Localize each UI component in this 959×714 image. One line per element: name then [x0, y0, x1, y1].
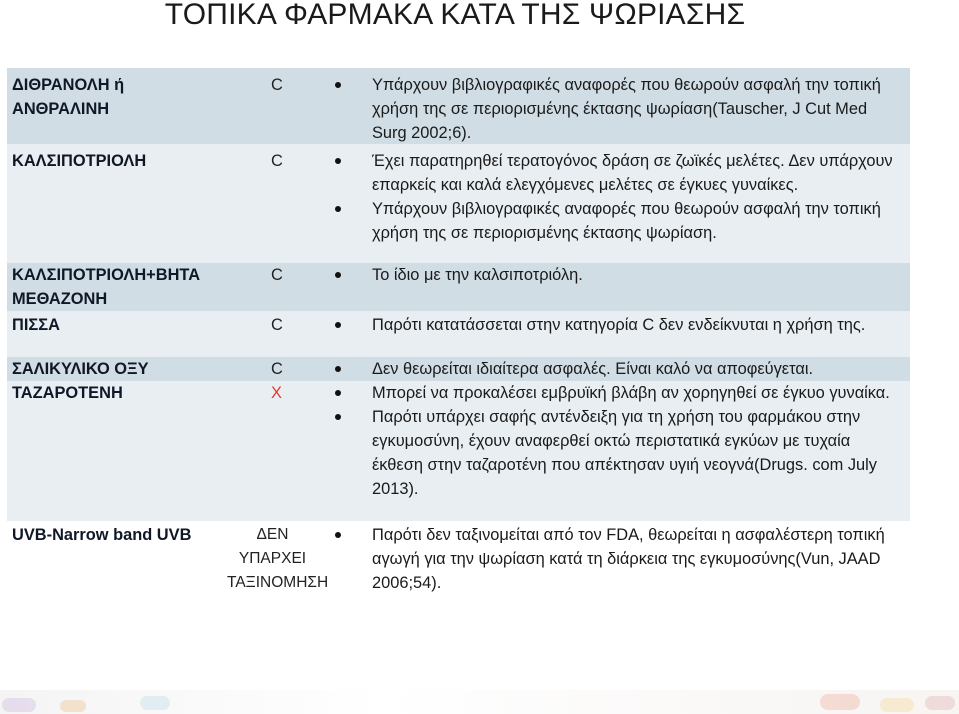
- drug-safety-table: [7, 68, 910, 601]
- notes: [332, 381, 910, 521]
- notes: [332, 68, 910, 144]
- drug-name: ΚΑΛΣΙΠΟΤΡΙΟΛΗ: [12, 152, 147, 170]
- notes: [332, 311, 910, 357]
- table-row: [7, 381, 910, 521]
- list-item: Παρότι κατατάσσεται στην κατηγορία C δεν ενδείκνυται η χρήση της.: [332, 313, 904, 337]
- drug-name: ΔΙΘΡΑΝΟΛΗ ή ΑΝΘΡΑΛΙΝΗ: [12, 76, 125, 118]
- drug-name: ΤΑΖΑΡΟΤΕΝΗ: [12, 384, 123, 402]
- bullet-icon: [332, 523, 372, 595]
- bullet-icon: [332, 73, 372, 145]
- table-row: [7, 521, 910, 601]
- list-item: Υπάρχουν βιβλιογραφικές αναφορές που θεωρούν ασφαλή την τοπική χρήση της σε περιορισμένης έκτασης ψωρίαση.: [332, 197, 904, 245]
- drug-name: ΣΑΛΙΚΥΛΙΚΟ ΟΞΥ: [12, 360, 149, 378]
- pills-decoration: [0, 690, 959, 714]
- bullet-icon: [332, 197, 372, 245]
- notes: [332, 144, 910, 263]
- bullet-icon: [332, 381, 372, 405]
- bullet-icon: [332, 357, 372, 381]
- table-row: [7, 144, 910, 263]
- table-row: [7, 263, 910, 311]
- bullet-icon: [332, 149, 372, 197]
- drug-name: ΠΙΣΣΑ: [12, 316, 60, 334]
- notes: [332, 357, 910, 381]
- list-item: Έχει παρατηρηθεί τερατογόνος δράση σε ζωϊκές μελέτες. Δεν υπάρχουν επαρκείς και καλά ελεγχόμενες μελέτες σε έγκυες γυναίκες.: [332, 149, 904, 197]
- bullet-icon: [332, 405, 372, 501]
- table-row: [7, 68, 910, 144]
- list-item: Παρότι δεν ταξινομείται από τον FDA, θεωρείται η ασφαλέστερη τοπική αγωγή για την ψωρίαση κατά τη διάρκεια της εγκυμοσύνης(Vun, JAAD 2006;54).: [332, 523, 904, 595]
- pregnancy-category: C: [271, 316, 283, 334]
- pregnancy-category: C: [271, 152, 283, 170]
- pregnancy-category: ΔΕΝ ΥΠΑΡΧΕΙ ΤΑΞΙΝΟΜΗΣΗ: [227, 526, 329, 591]
- list-item: Παρότι υπάρχει σαφής αντένδειξη για τη χρήση του φαρμάκου στην εγκυμοσύνη, έχουν αναφερθεί οκτώ περιστατικά εγκύων με τυχαία έκθεση στην ταζαροτένη που απέκτησαν υγιή νεογνά(Drugs. com July 2013).: [332, 405, 904, 501]
- list-item: Μπορεί να προκαλέσει εμβρυϊκή βλάβη αν χορηγηθεί σε έγκυο γυναίκα.: [332, 381, 904, 405]
- bullet-icon: [332, 313, 372, 337]
- bullet-icon: [332, 263, 372, 287]
- list-item: Το ίδιο με την καλσιποτριόλη.: [332, 263, 904, 287]
- notes: [332, 263, 910, 311]
- pregnancy-category: C: [271, 266, 283, 284]
- page-title: ΤΟΠΙΚΑ ΦΑΡΜΑΚΑ ΚΑΤΑ ΤΗΣ ΨΩΡΙΑΣΗΣ: [164, 0, 746, 31]
- pregnancy-category: X: [271, 384, 282, 402]
- pregnancy-category: C: [271, 360, 283, 378]
- table-row: [7, 311, 910, 357]
- list-item: Δεν θεωρείται ιδιαίτερα ασφαλές. Είναι καλό να αποφεύγεται.: [332, 357, 904, 381]
- table-row: [7, 357, 910, 381]
- drug-name: UVB-Narrow band UVB: [12, 526, 192, 544]
- pregnancy-category: C: [271, 76, 283, 94]
- drug-name: ΚΑΛΣΙΠΟΤΡΙΟΛΗ+ΒΗΤΑ ΜΕΘΑΖΟΝΗ: [12, 266, 201, 308]
- notes: [332, 521, 910, 601]
- list-item: Υπάρχουν βιβλιογραφικές αναφορές που θεωρούν ασφαλή την τοπική χρήση της σε περιορισμένης έκτασης ψωρίαση(Tauscher, J Cut Med Surg 2002;6).: [332, 73, 904, 145]
